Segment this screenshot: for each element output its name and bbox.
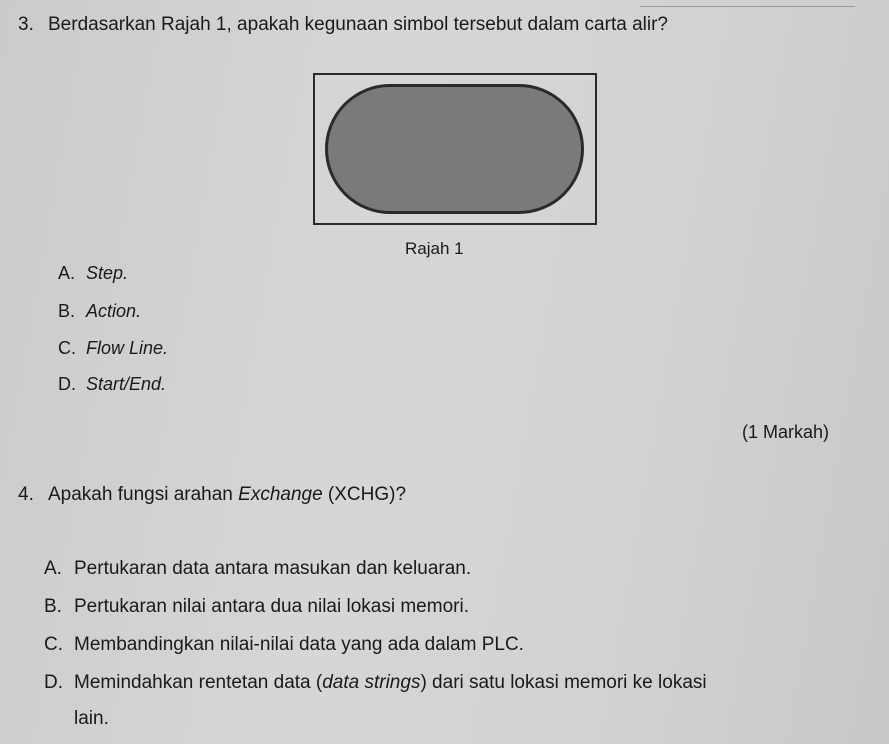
q4-option-c[interactable]: [44, 634, 524, 656]
flowchart-terminal-symbol: [325, 84, 584, 214]
option-letter: C.: [58, 338, 76, 358]
q4-option-a[interactable]: [44, 558, 471, 580]
question-4-number: 4.: [18, 484, 34, 505]
question-4-text-pre: Apakah fungsi arahan: [48, 484, 239, 505]
q3-option-b[interactable]: [58, 300, 141, 322]
option-text: Start/End.: [86, 374, 167, 394]
option-letter: A.: [44, 558, 62, 579]
option-text-em: data strings: [322, 672, 421, 693]
option-letter: D.: [44, 672, 63, 693]
q4-option-b[interactable]: [44, 596, 469, 618]
option-text: Pertukaran data antara masukan dan keluaran.: [74, 558, 472, 579]
option-letter: A.: [58, 263, 76, 283]
question-4-text-em: Exchange: [238, 484, 323, 505]
figure-1-frame: [313, 73, 597, 225]
option-letter: B.: [44, 596, 62, 617]
option-text: Pertukaran nilai antara dua nilai lokasi memori.: [74, 596, 469, 617]
option-text: Flow Line.: [86, 338, 169, 358]
figure-1-caption: Rajah 1: [405, 239, 464, 258]
q3-option-a[interactable]: [58, 262, 128, 284]
q4-option-d[interactable]: [44, 672, 707, 694]
option-text: Step.: [86, 263, 129, 283]
question-4: [18, 484, 406, 506]
option-letter: D.: [58, 374, 76, 394]
q4-option-d-continuation: lain.: [74, 708, 109, 729]
option-text: Membandingkan nilai-nilai data yang ada dalam PLC.: [74, 634, 524, 655]
option-text-post: ) dari satu lokasi memori ke lokasi: [420, 672, 707, 693]
question-4-text-post: (XCHG)?: [322, 484, 407, 505]
option-text: Action.: [86, 301, 142, 321]
q3-marks: (1 Markah): [742, 422, 830, 442]
q3-option-d[interactable]: [58, 373, 166, 395]
q3-option-c[interactable]: [58, 337, 168, 359]
question-3: [18, 14, 668, 36]
top-rule-divider: [640, 6, 855, 7]
option-letter: B.: [58, 301, 76, 321]
option-text-pre: Memindahkan rentetan data (: [74, 672, 323, 693]
option-letter: C.: [44, 634, 63, 655]
question-3-text: Berdasarkan Rajah 1, apakah kegunaan simbol tersebut dalam carta alir?: [48, 14, 668, 35]
question-3-number: 3.: [18, 14, 34, 35]
